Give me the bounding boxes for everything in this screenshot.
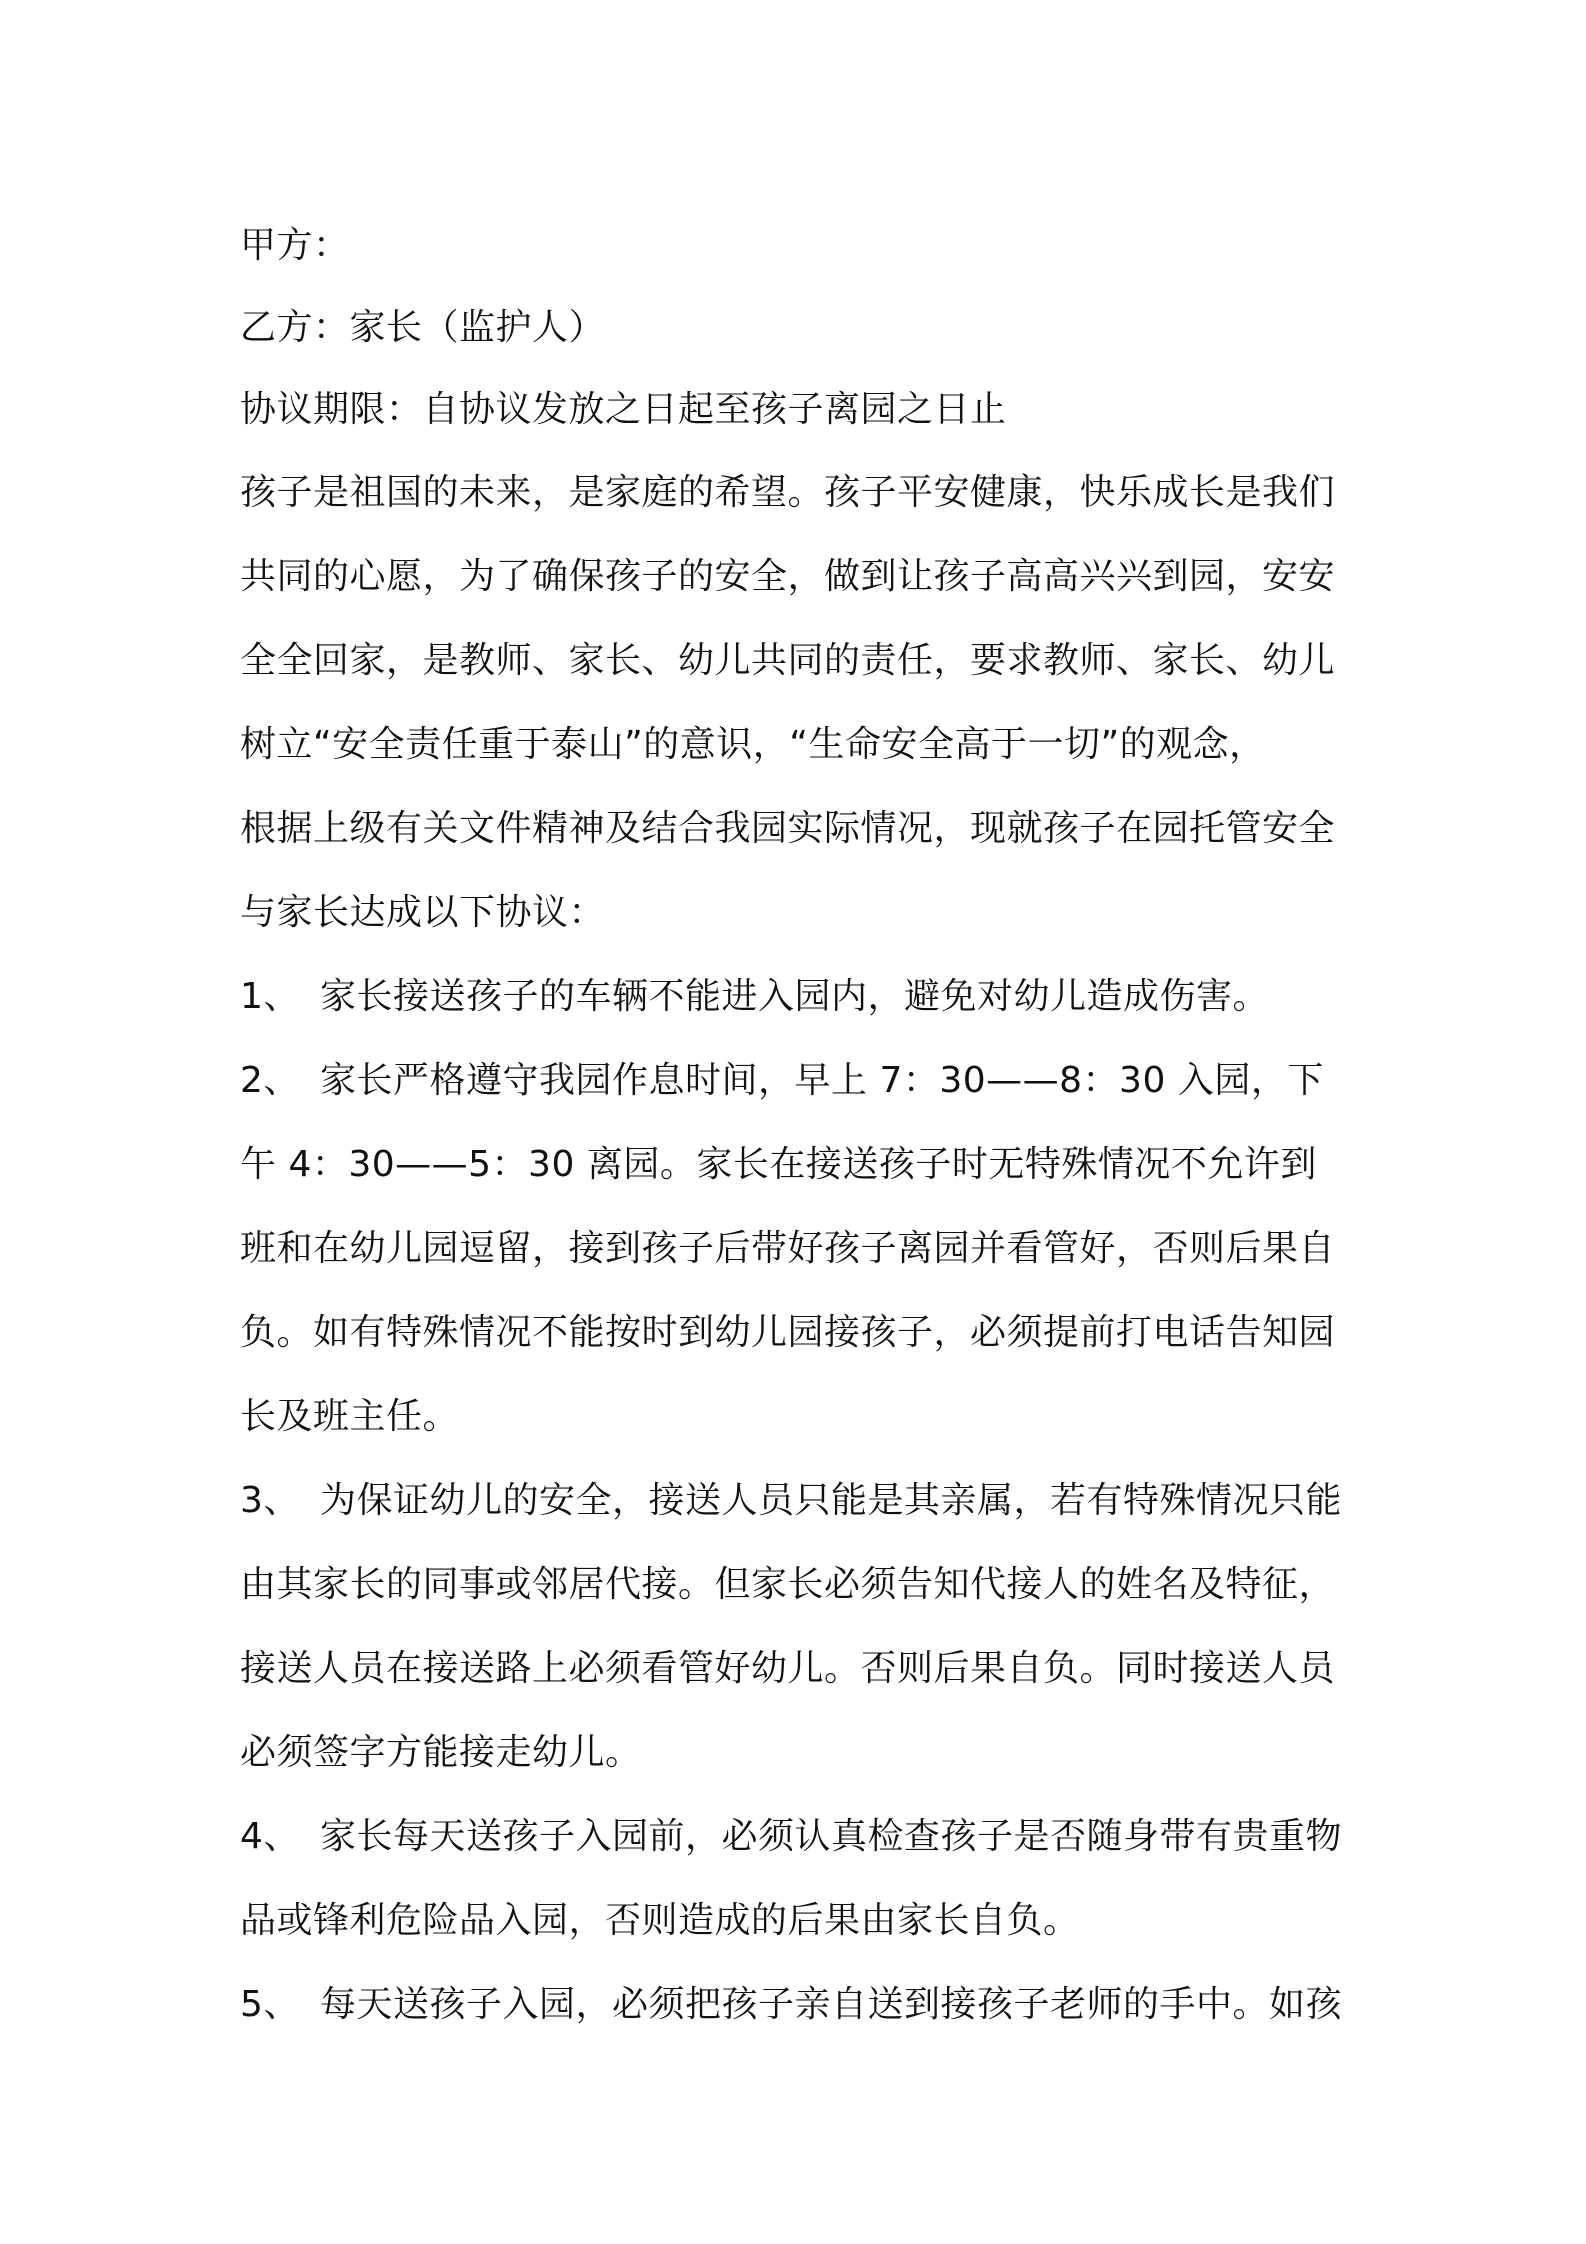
clause-number: 5、 [240,1984,300,2025]
clause-number: 4、 [240,1816,300,1857]
clause-5 [240,1963,1360,2047]
intro-line: 孩子是祖国的未来，是家庭的希望。孩子平安健康，快乐成长是我们 [240,472,1336,513]
intro-paragraph [240,451,1360,955]
intro-line: 共同的心愿，为了确保孩子的安全，做到让孩子高高兴兴到园，安安 [240,556,1336,597]
clause-line: 负。如有特殊情况不能按时到幼儿园接孩子，必须提前打电话告知园 [240,1312,1336,1353]
clause-line: 由其家长的同事或邻居代接。但家长必须告知代接人的姓名及特征， [240,1564,1336,1605]
clause-line: 必须签字方能接走幼儿。 [240,1732,642,1773]
clause-1 [240,955,1360,1039]
clause-4 [240,1795,1360,1963]
intro-line: 与家长达成以下协议： [240,892,606,933]
clause-text: 家长接送孩子的车辆不能进入园内，避免对幼儿造成伤害。 [320,976,1270,1017]
clause-first-line [240,1459,1360,1543]
clause-line: 接送人员在接送路上必须看管好幼儿。否则后果自负。同时接送人员 [240,1648,1336,1689]
clause-number: 3、 [240,1480,300,1521]
clause-3 [240,1459,1360,1795]
clause-first-line [240,1795,1360,1879]
clause-first-line [240,1039,1360,1123]
clause-text: 为保证幼儿的安全，接送人员只能是其亲属，若有特殊情况只能 [320,1480,1343,1521]
clause-first-line [240,955,1360,1039]
agreement-body [240,205,1360,2047]
intro-line: 全全回家，是教师、家长、幼儿共同的责任，要求教师、家长、幼儿 [240,640,1336,681]
clause-line: 午 4：30——5：30 离园。家长在接送孩子时无特殊情况不允许到 [240,1144,1317,1185]
clause-number: 1、 [240,976,300,1017]
clause-line: 班和在幼儿园逗留，接到孩子后带好孩子离园并看管好，否则后果自 [240,1228,1336,1269]
clause-number: 2、 [240,1060,300,1101]
intro-line: 根据上级有关文件精神及结合我园实际情况，现就孩子在园托管安全 [240,808,1336,849]
clause-text: 家长每天送孩子入园前，必须认真检查孩子是否随身带有贵重物 [320,1816,1343,1857]
intro-line: 树立“安全责任重于泰山”的意识，“生命安全高于一切”的观念， [240,724,1266,765]
clause-text: 家长严格遵守我园作息时间，早上 7：30——8：30 入园，下 [320,1060,1324,1101]
party-b-line: 乙方：家长（监护人） [240,307,606,348]
clause-line: 品或锋利危险品入园，否则造成的后果由家长自负。 [240,1900,1080,1941]
clause-first-line [240,1963,1360,2047]
clause-2 [240,1039,1360,1459]
clause-text: 每天送孩子入园，必须把孩子亲自送到接孩子老师的手中。如孩 [320,1984,1343,2025]
clause-line: 长及班主任。 [240,1396,460,1437]
agreement-term-line: 协议期限：自协议发放之日起至孩子离园之日止 [240,389,1007,430]
party-a-line: 甲方： [240,225,350,266]
